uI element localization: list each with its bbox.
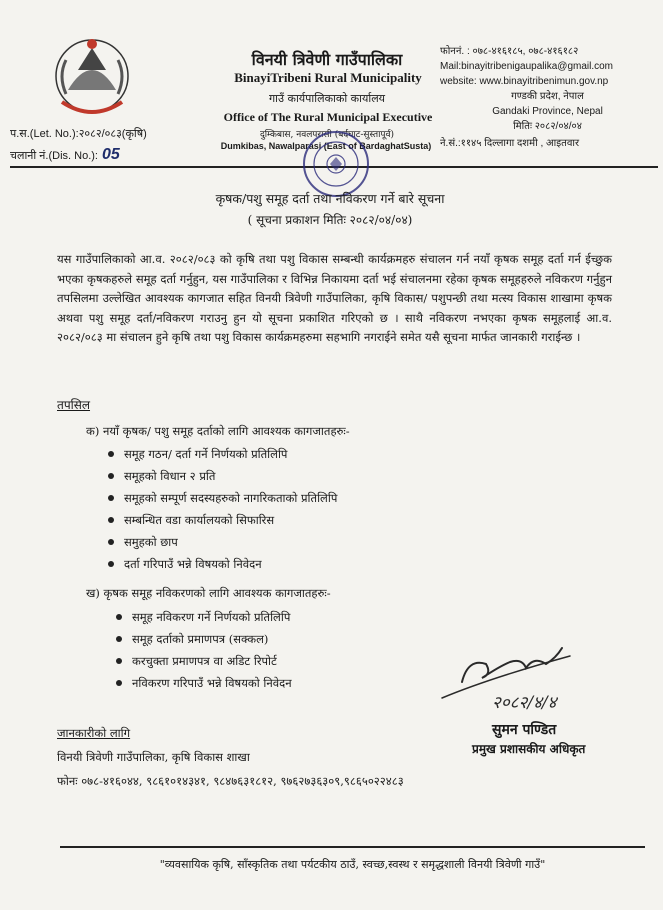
org-name-english: BinayiTribeni Rural Municipality: [234, 70, 422, 85]
list-item: नविकरण गरिपाउँ भन्ने विषयको निवेदन: [116, 672, 292, 694]
list-item: करचुक्ता प्रमाणपत्र वा अडिट रिपोर्ट: [116, 650, 292, 672]
website-address: website: www.binayitribenimun.gov.np: [440, 76, 609, 87]
section-b-heading: ख) कृषक समूह नविकरणको लागि आवश्यक कागजातहरुः-: [86, 586, 331, 600]
office-name-english: Office of The Rural Municipal Executive: [223, 110, 433, 124]
nepal-emblem-icon: [48, 30, 136, 122]
address-english: Dumkibas, Nawalparasi (East of BardaghatSusta): [220, 141, 432, 151]
letter-number: प.स.(Let. No.):२०८२/०८३(कृषि): [10, 128, 147, 140]
info-phone-numbers: फोनः ०७८-४१६०४४, ९८६१०१४३४१, ९८४७६३१८१२, ९७६२७३६३०९,९८६५०२२४८३: [57, 774, 404, 788]
letter-date: मितिः २०८२/०४/०४: [513, 121, 582, 132]
dispatch-number-value: 05: [101, 146, 120, 163]
phone-numbers: फोननं. : ०७८-४१६१८५, ०७८-४१६१८२: [440, 46, 579, 57]
notice-body: यस गाउँपालिकाको आ.व. २०८२/०८३ को कृषि तथा पशु विकास सम्बन्धी कार्यक्रमहरु संचालन गर्न नयाँ कृषक समूह दर्ता गर्न ईच्छुक भएका कृषकहरुले समूह दर्ता गर्नुहुन, यस गाउँपालिका र विभिन्न निकायमा दर्ता भई संचालनमा रहेका कृषक समूहहरुले नविकरण गर्नुहुन तपसिलमा उल्लेखित आवश्यक कागजात सहित विनयी त्रिवेणी गाउँपालिका, कृषि विकास/ पशुपन्छी तथा मत्स्य विकास शाखामा कृषक अथवा पशु समूह दर्ता/नविकरण गराउनु हुन यो सूचना प्रकाशित गरिएको छ । साथै नविकरण नभएका कृषक समूहलाई आ.व. २०८२/०८३ मा संचालन हुने कृषि तथा पशु विकास कार्यक्रमहरुमा सहभागि नगराईने समेत यसै सूचना मार्फत जानकारी गराईन्छ ।: [57, 252, 612, 345]
signatory-title: प्रमुख प्रशासकीय अधिकृत: [472, 742, 586, 756]
org-name-nepali: विनयी त्रिवेणी गाउँपालिका: [251, 50, 403, 69]
list-item: समूहको विधान २ प्रति: [108, 465, 337, 487]
dispatch-number-label: चलानी नं.(Dis. No.):: [10, 150, 98, 162]
nepal-era-date: ने.सं.:११४५ दिल्लागा दशमी , आइतवार: [440, 138, 580, 149]
list-item: समूहको सम्पूर्ण सदस्यहरुको नागरिकताको प्रतिलिपि: [108, 487, 337, 509]
province-english: Gandaki Province, Nepal: [492, 106, 603, 117]
dispatch-number: [10, 146, 120, 164]
list-item: समूह नविकरण गर्ने निर्णयको प्रतिलिपि: [116, 606, 292, 628]
list-item: दर्ता गरिपाउँ भन्ने विषयको निवेदन: [108, 553, 337, 575]
office-name-nepali: गाउँ कार्यपालिकाको कार्यालय: [268, 92, 386, 105]
list-item: सम्बन्धित वडा कार्यालयको सिफारिस: [108, 509, 337, 531]
info-recipient: विनयी त्रिवेणी गाउँपालिका, कृषि विकास शाखा: [57, 750, 250, 764]
list-item: समुहको छाप: [108, 531, 337, 553]
list-item: समूह गठन/ दर्ता गर्ने निर्णयको प्रतिलिपि: [108, 443, 337, 465]
signatory-name: सुमन पण्डित: [492, 722, 557, 738]
section-a-list: [108, 443, 337, 575]
list-item: समूह दर्ताको प्रमाणपत्र (सक्कल): [116, 628, 292, 650]
signature-date: २०८२/४/४: [492, 693, 557, 713]
signature-icon: [430, 628, 630, 714]
details-heading: तपसिल: [57, 398, 91, 412]
info-heading: जानकारीको लागि: [57, 726, 131, 740]
notice-title: कृषक/पशु समूह दर्ता तथा नविकरण गर्ने बारे सूचना: [215, 191, 445, 206]
province-nepali: गण्डकी प्रदेश, नेपाल: [511, 91, 584, 102]
section-b-list: [116, 606, 292, 694]
notice-publish-date: ( सूचना प्रकाशन मितिः २०८२/०४/०४): [247, 213, 413, 227]
contact-block: [440, 44, 655, 151]
address-nepali: दुम्किबास, नवलपरासी (बर्दघाट-सुस्तापूर्व): [259, 130, 395, 140]
email-address: Mail:binayitribenigaupalika@gmail.com: [440, 61, 614, 72]
section-a-heading: क) नयाँ कृषक/ पशु समूह दर्ताको लागि आवश्यक कागजातहरुः-: [86, 424, 350, 438]
footer-divider: [60, 846, 645, 848]
footer-slogan: "व्यवसायिक कृषि, साँस्कृतिक तथा पर्यटकीय ठाउँ, स्वच्छ,स्वस्थ र समृद्धशाली विनयी त्रिवेणी गाउँ": [159, 858, 546, 871]
